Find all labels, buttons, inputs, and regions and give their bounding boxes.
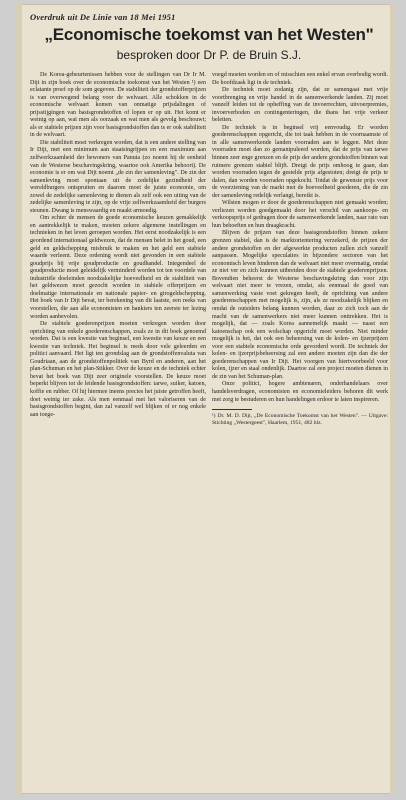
- paragraph: Onze politici, hogere ambtenaren, onderhandelaars over handelsverdragen, economisten en economieleiders behoren dit werk met zorg te bestuderen en hun handelingen erdoor te laten inspireren.: [212, 381, 388, 403]
- paragraph: Om echter de mensen de goede economische keuzen gemakkelijk en aantrekkelijk te maken, moeten zekere algemene instellingen en technieken in het leven geroepen worden. Het eerst noodzakelijk is een geordend internationaal geldwezen, dat de mensen belet in het goud, een geld en geldschepping misbruik te maken en het geld een stabiele waarde verleent. Deze ordening wordt niet gevonden in een stabiele goudprijs bij vrije goudproductie en goudhandel. Integendeel de goudproductie moet geleidelijk verminderd worden tot ten voordele van industriële doeleinden noodzakelijke hoeveelheid en de stabiliteit van het geldwezen moet gezocht worden in stabiele offerprijzen en doelmatige internationale en nationale papier- en girogeldschepping. Het boek van Ir Dijt bevat, ter berekening van dit laatste, een reeks van voorstellen, die aan alle economisten en bankiers ten zeerste ter lezing worden aanbevolen.: [30, 215, 206, 320]
- paragraph: voegd moeten worden en of misschien een enkel ervan overbodig wordt. De hoofdzaak ligt in de techniek.: [212, 72, 388, 86]
- article-subtitle: besproken door Dr P. de Bruin S.J.: [116, 48, 302, 62]
- left-column: [30, 72, 206, 419]
- right-column: [212, 72, 388, 426]
- footnote: ¹) Dr. M. D. Dijt, „De Economische Toekomst van het Westen". — Uitgave: Stichting „Westergeest", Haarlem, 1951, 482 blz.: [212, 413, 388, 426]
- document-page: [16, 4, 396, 794]
- publication-header: Overdruk uit De Linie van 18 Mei 1951: [30, 12, 176, 22]
- footnote-divider: [212, 409, 252, 410]
- paragraph: Die stabiliteit moet verkregen worden, dat is een andere stelling van Ir Dijt, met een minimum aan staatsingrijpen en een maximum aan zelfwerkzaamheid der bewoners van Panuia (zo noemt hij de eenheid van de Westerse beschavingskring, waartoe ook Amerika behoort). De economie is er om wat Dijt noemt „de zin der samenleving". De zin der samenleving moet spontaan uit de zedelijke gezindheid der wereldburgers ontspruiten en daarom moet de juiste economie, om zowel de zedelijke samenleving te dienen als zelf ook een uiting van de zedelijke samenleving te zijn, op de vrije zelfwerkzaamheid der burgers steunen. Dwang is menswaardig en maakt armoedig.: [30, 139, 206, 214]
- page-edge-left: [16, 4, 22, 794]
- paragraph: Wilsten mogen er door de goederenschappen niet gemaakt worden; verliezen worden goedgemaakt door het verschil van aankoops- en verkoopsprijs of gedragen door de samenwerkende landen, naar rato van hun behoeften en hun draagkracht.: [212, 200, 388, 229]
- paragraph: De techniek is in beginsel vrij eenvoudig. Er worden goederenschappen opgericht, die tot taak hebben in de voornaamste of in alle samenwerkende landen voorraden aan te leggen. Met deze voorraden moet dan zo gemanipuleerd worden, dat de prijs van tarwe binnen zeer enge grenzen en de prijs der andere grondstoffen binnen wat ruimere grenzen stabiel blijft. Dreigt de prijs omhoog te gaan, dan worden voorraden tegen de gestelde prijs afgestoten; dreigt de prijs te dalen, dan worden voorraden opgekocht. Totdat de gewenste prijs voor de voorziening van de markt met de hoeveelheid goederen, die de zin der samenleving redelijk verlangt, bereikt is.: [212, 124, 388, 199]
- paragraph: De Korea-gebeurtenissen hebben voor de stellingen van Dr Ir M. Dijt in zijn boek over de economische toekomst van het Westen ¹) een eclatante proef op de som gegeven. De stabiliteit der grondstofferprijzen is van overwegend belang voor de welvaart. Alle schokken in de economische welvaart komen van onmatige prijsdalingen of prijsstijgingen van basisgrondstoffen of lopen er op uit. Het komt er weinig op aan, wat men als oorzaak en wat men als gevolg beschouwt; als er stabiele prijzen zijn voor basisgrondstoffen dan is er ook stabiliteit in de welvaart.: [30, 72, 206, 139]
- paragraph: De techniek moet zodanig zijn, dat ze samengaat met vrije voortbrenging en vrije handel in de samenwerkende landen. Zij moet vanzelf leiden tot de opheffing van de invoerrechten, uitvoerpremies, invoerverboden en contingenteringen, die thans het vrije verkeer beletten.: [212, 87, 388, 124]
- paragraph: De stabiele goederenprijzen moeten verkregen worden door oprichting van enkele goederenschappen, zoals ze in dit boek genoemd worden. Dat is een kwestie van beginsel, een kwestie van keuze en een kwestie van techniek. Het beginsel is reeds door vele geleerden en politici aanvaard. Het ligt ten grondslag aan de grondstoffenvaluta van Goudriaan, aan de grondstoffenpolitiek van Byrd en anderen, aan het plan-Schuman en het plan-Stikker. Over de keuze en de techniek echter bevat het boek van Dijt zeer originele voorstellen. De keuze moet beperkt blijven tot de leidende basisgrondstoffen: tarwe, suiker, katoen, koffie en rubber. Of hij hiermee ineens precies het juiste getroffen heeft, doet weinig ter zake. Als men eenmaal met het valoriseren van de basisgrondstoffen begint, dan zal vanzelf wel blijken of er nog enkele aan toege-: [30, 321, 206, 418]
- article-title: „Economische toekomst van het Westen": [44, 25, 374, 44]
- paragraph: Blijven de prijzen van deze basisgrondstoffen binnen zekere grenzen stabiel, dan is de marktorientering verzekerd, de prijzen der andere grondstoffen en der afgewerkte producten zullen zich vanzelf aanpassen. Mogelijke speculaties in bijzondere sectoren van het economisch leven hinderen dan de welvaart niet meer overmatig, omdat ze niet ver en zich kunnen uitbreiden door de stabiele goederenprijzen. Bovendien beheerst de Westerse beschavingskring dan voor zijn welvaart niet meer te vrezen, omdat, als eenmaal de goed van samenwerking vaste voet gekregen heeft, de oprichting van andere goederenschappen met mogelijk is, zijn, als ze noodzakelijk blijken en omdat de outsiders belang kunnen worden, daar ze zich toch aan de macht van de samenwerkers niet meer kunnen onttrekken. Het is mogelijk, dat — zoals Korea aannemelijk maakt — naast een katoenschap ook een wolschap opgericht moet worden. Niet minder mogelijk is het, dat ook een beheersing van de kolen- en ijzerprijzen voor een stabiele economische orde gevorderd wordt. De techniek der kolen- en ijzerprijsbeheersing zal een andere moeten zijn dan die der goederenschappen van Ir Dijt. Het voorgen van hiertvoorbeeld voor kolen, ijzer en staal ondenlijk. Daartoe zal een project moeten dienen in de zin van het Schuman-plan.: [212, 230, 388, 380]
- page-edge-right: [390, 4, 396, 794]
